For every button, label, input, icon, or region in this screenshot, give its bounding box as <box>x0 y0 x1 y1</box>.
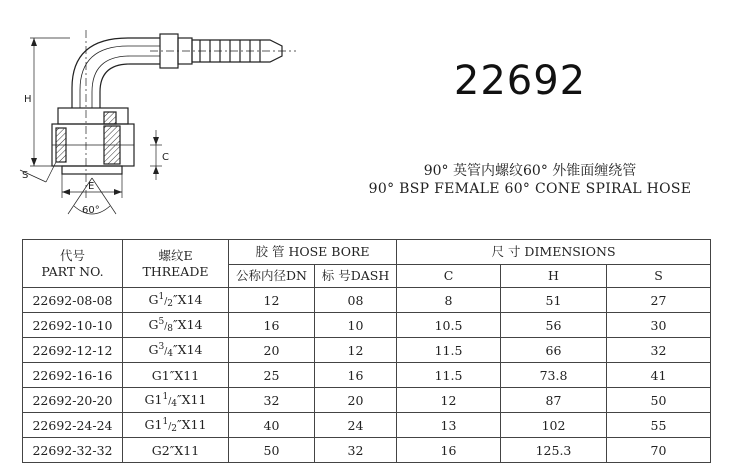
table-row <box>23 413 711 438</box>
table-row <box>23 313 711 338</box>
header-part-no: 代号 PART NO. <box>23 240 123 288</box>
thread-fraction-slash: / <box>164 296 168 307</box>
cell-dash: 20 <box>315 388 397 413</box>
cell-c: 10.5 <box>397 313 501 338</box>
thread-suffix: ″X11 <box>169 442 200 458</box>
cell-dash: 08 <box>315 288 397 313</box>
table-row <box>23 288 711 313</box>
thread-fraction-slash: / <box>168 396 172 407</box>
thread-base: G <box>148 291 159 307</box>
cell-part-no: 22692-08-08 <box>23 288 123 313</box>
cell-dash: 24 <box>315 413 397 438</box>
cell-dash: 12 <box>315 338 397 363</box>
header-thread: 螺纹E THREADE <box>123 240 229 288</box>
thread-base: G <box>148 316 159 332</box>
thread-fraction-slash: / <box>164 346 168 357</box>
thread-base: G1 <box>151 367 170 383</box>
thread-fraction-den: 8 <box>167 323 174 334</box>
table-row <box>23 388 711 413</box>
thread-fraction-den: 2 <box>171 423 177 434</box>
cell-thread <box>123 438 229 463</box>
thread-suffix: ″X14 <box>173 291 203 307</box>
cell-thread <box>123 388 229 413</box>
cell-thread <box>123 363 229 388</box>
cell-part-no: 22692-24-24 <box>23 413 123 438</box>
cell-dn: 20 <box>229 338 315 363</box>
header-dimensions: 尺 寸 DIMENSIONS <box>397 240 711 265</box>
header-s: S <box>607 265 711 288</box>
description-cn: 90° 英管内螺纹60° 外锥面缠绕管 <box>423 163 637 179</box>
dim-h-label: H <box>24 94 32 105</box>
cell-dn: 16 <box>229 313 315 338</box>
header-dn: 公称内径DN <box>229 265 315 288</box>
cell-s: 55 <box>607 413 711 438</box>
cell-dn: 32 <box>229 388 315 413</box>
cell-dn: 40 <box>229 413 315 438</box>
thread-fraction-den: 4 <box>171 398 177 409</box>
cell-c: 11.5 <box>397 363 501 388</box>
cell-h: 73.8 <box>501 363 607 388</box>
thread-fraction-den: 2 <box>167 298 174 309</box>
angle-label: 60° <box>82 205 100 216</box>
cell-thread <box>123 338 229 363</box>
fitting-drawing <box>0 0 330 228</box>
cell-dash: 32 <box>315 438 397 463</box>
cell-c: 13 <box>397 413 501 438</box>
cell-part-no: 22692-20-20 <box>23 388 123 413</box>
cell-s: 50 <box>607 388 711 413</box>
thread-fraction-num: 1 <box>162 391 169 402</box>
part-number-title: 22692 <box>453 58 587 104</box>
thread-fraction-slash: / <box>168 421 172 432</box>
cell-s: 70 <box>607 438 711 463</box>
header-c: C <box>397 265 501 288</box>
thread-suffix: ″X11 <box>169 367 200 383</box>
description-en: 90° BSP FEMALE 60° CONE SPIRAL HOSE <box>368 181 692 197</box>
cell-c: 12 <box>397 388 501 413</box>
cell-dn: 12 <box>229 288 315 313</box>
cell-c: 8 <box>397 288 501 313</box>
cell-thread <box>123 313 229 338</box>
cell-dash: 16 <box>315 363 397 388</box>
cell-part-no: 22692-12-12 <box>23 338 123 363</box>
cell-c: 11.5 <box>397 338 501 363</box>
thread-fraction-num: 3 <box>158 341 165 352</box>
thread-suffix: ″X11 <box>176 416 207 432</box>
dim-e-label: E <box>88 181 95 192</box>
table-row <box>23 363 711 388</box>
thread-fraction-den: 4 <box>167 348 174 359</box>
cell-part-no: 22692-32-32 <box>23 438 123 463</box>
thread-fraction-num: 1 <box>162 416 169 427</box>
thread-base: G <box>148 341 159 357</box>
cell-h: 102 <box>501 413 607 438</box>
thread-base: G1 <box>144 391 163 407</box>
thread-fraction-slash: / <box>164 321 168 332</box>
cell-s: 41 <box>607 363 711 388</box>
cell-h: 66 <box>501 338 607 363</box>
table-row <box>23 338 711 363</box>
header-h: H <box>501 265 607 288</box>
cell-thread <box>123 288 229 313</box>
cell-h: 125.3 <box>501 438 607 463</box>
cell-h: 51 <box>501 288 607 313</box>
dim-s-label: S <box>22 170 29 181</box>
cell-thread <box>123 413 229 438</box>
thread-suffix: ″X11 <box>176 391 207 407</box>
thread-suffix: ″X14 <box>173 316 203 332</box>
table-row <box>23 438 711 463</box>
cell-dn: 25 <box>229 363 315 388</box>
spec-table <box>22 239 711 463</box>
cell-h: 87 <box>501 388 607 413</box>
cell-dn: 50 <box>229 438 315 463</box>
header-hose-bore: 胶 管 HOSE BORE <box>229 240 397 265</box>
thread-suffix: ″X14 <box>173 341 203 357</box>
cell-h: 56 <box>501 313 607 338</box>
cell-part-no: 22692-10-10 <box>23 313 123 338</box>
cell-s: 32 <box>607 338 711 363</box>
thread-fraction-num: 1 <box>158 291 165 302</box>
thread-base: G1 <box>144 416 163 432</box>
thread-base: G2 <box>151 442 170 458</box>
thread-fraction-num: 5 <box>158 316 165 327</box>
cell-s: 30 <box>607 313 711 338</box>
cell-s: 27 <box>607 288 711 313</box>
header-dash: 标 号DASH <box>315 265 397 288</box>
cell-part-no: 22692-16-16 <box>23 363 123 388</box>
cell-dash: 10 <box>315 313 397 338</box>
cell-c: 16 <box>397 438 501 463</box>
dim-c-label: C <box>162 152 169 163</box>
